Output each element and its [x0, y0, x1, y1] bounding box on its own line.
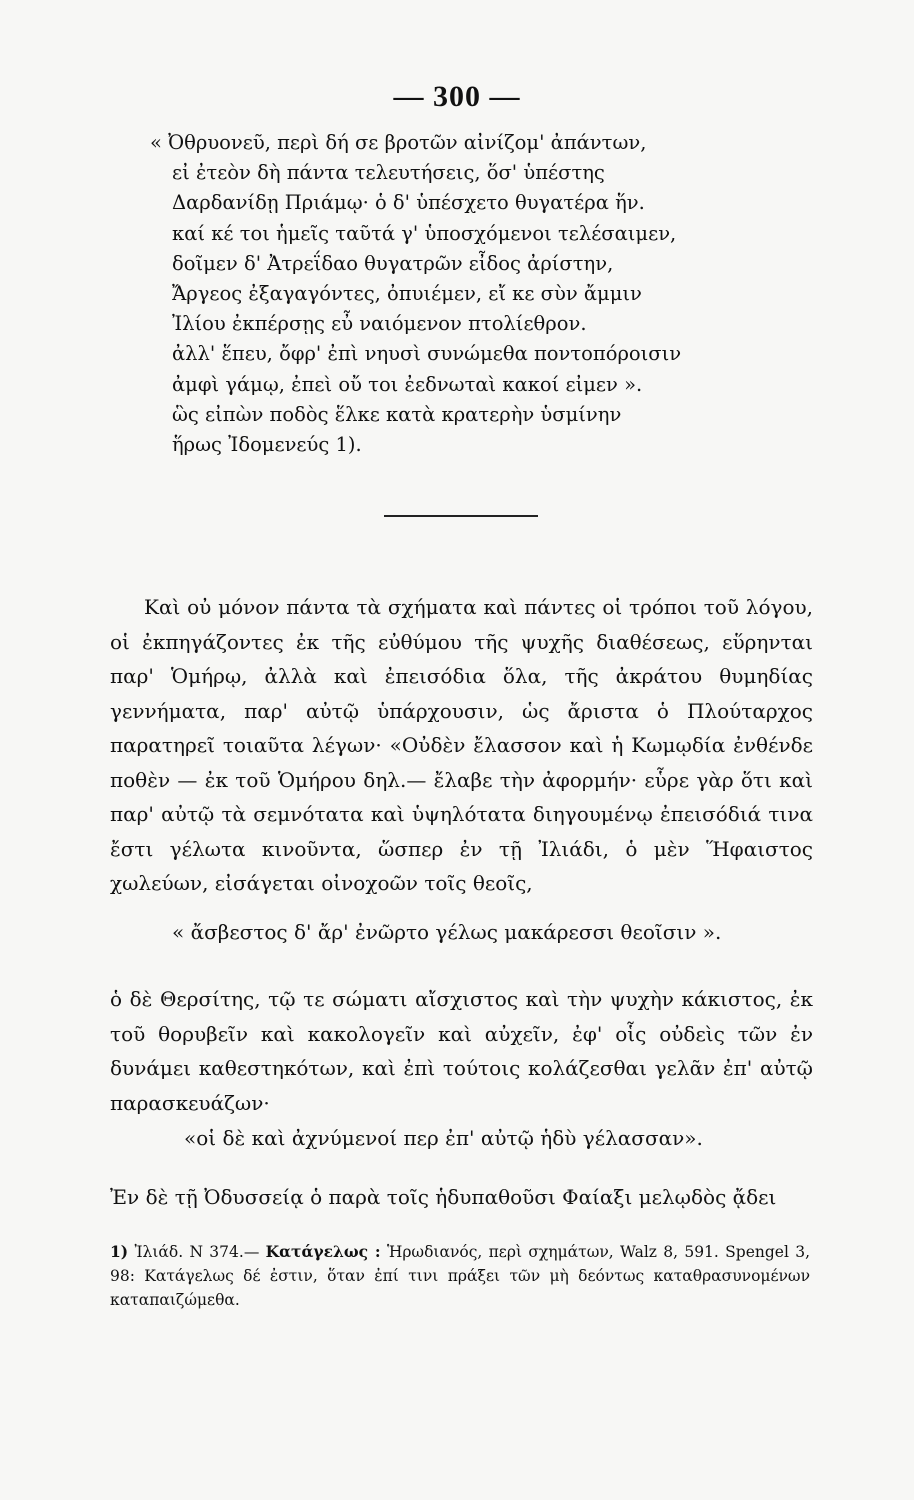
verse-line: ἥρως Ἰδομενεύς 1).	[172, 433, 362, 457]
verse-line: Ἰλίου ἐκπέρσῃς εὖ ναιόμενον πτολίεθρον.	[172, 312, 587, 336]
verse-line: ὣς εἰπὼν ποδὸς ἕλκε κατὰ κρατερὴν ὑσμίνην	[172, 402, 622, 426]
paragraph-3: Ἐν δὲ τῇ Ὀδυσσείᾳ ὁ παρὰ τοῖς ἡδυπαθοῦσι Φαίαξι μελῳδὸς ᾄδει	[110, 1185, 777, 1209]
verse-block	[150, 128, 812, 460]
verse-line: καί κέ τοι ἡμεῖς ταῦτά γ' ὑποσχόμενοι τελέσαιμεν,	[172, 221, 677, 245]
verse-line: ἀμφὶ γάμῳ, ἐπεὶ οὔ τοι ἐεδνωταὶ κακοί εἰμεν ».	[172, 372, 643, 396]
verse-line: ἀλλ' ἕπευ, ὄφρ' ἐπὶ νηυσὶ συνώμεθα ποντοπόροισιν	[172, 342, 682, 366]
verse-line: Δαρδανίδῃ Πριάμῳ· ὁ δ' ὑπέσχετο θυγατέρα ἥν.	[172, 191, 645, 215]
footnote-text: Ἡρωδιανός, περὶ σχημάτων, Walz 8, 591. Spengel 3, 98: Κατάγελως δέ ἐστιν, ὅταν ἐπί τινι πράξει τῶν μὴ δεόντως καταθρασυνομένων καταπαιζώμεθα.	[110, 1243, 810, 1309]
quote-1: « ἄσβεστος δ' ἄρ' ἐνῶρτο γέλως μακάρεσσι θεοῖσιν ».	[172, 920, 722, 944]
verse-line: δοῖμεν δ' Ἀτρεΐδαο θυγατρῶν εἶδος ἀρίστην,	[172, 251, 614, 275]
footnote	[110, 1240, 810, 1312]
footnote-ref: Ἰλιάδ. Ν 374.—	[134, 1243, 260, 1261]
page-number: — 300 —	[393, 80, 521, 113]
footnotes	[110, 1240, 810, 1312]
verse-line: « Ὀθρυονεῦ, περὶ δή σε βροτῶν αἰνίζομ' ἀπάντων,	[150, 131, 647, 154]
footnote-term: Κατάγελως :	[265, 1242, 381, 1261]
verse-line: εἰ ἐτεὸν δὴ πάντα τελευτήσεις, ὅσ' ὑπέστης	[172, 161, 605, 185]
paragraph-1: Καὶ οὐ μόνον πάντα τὰ σχήματα καὶ πάντες οἱ τρόποι τοῦ λόγου, οἱ ἐκπηγάζοντες ἐκ τῆς εὐθύμου τῆς ψυχῆς διαθέσεως, εὕρηνται παρ' Ὁμήρῳ, ἀλλὰ καὶ ἐπεισόδια ὅλα, τῆς ἀκράτου θυμηδίας γεννήματα, παρ' αὐτῷ ὑπάρχουσιν, ὡς ἄριστα ὁ Πλούταρχος παρατηρεῖ τοιαῦτα λέγων· «Οὐδὲν ἔλασσον καὶ ἡ Κωμῳδία ἐνθένδε ποθὲν — ἐκ τοῦ Ὁμήρου δηλ.— ἔλαβε τὴν ἀφορμήν· εὗρε γὰρ ὅτι καὶ παρ' αὐτῷ τὰ σεμνότατα καὶ ὑψηλότατα διηγουμένῳ ἐπεισόδιά τινα ἔστι γέλωτα κινοῦντα, ὥσπερ ἐν τῇ Ἰλιάδι, ὁ μὲν Ἥφαιστος χωλεύων, εἰσάγεται οἰνοχοῶν τοῖς θεοῖς,	[110, 595, 813, 895]
quote-2: «οἱ δὲ καὶ ἀχνύμενοί περ ἐπ' αὐτῷ ἡδὺ γέλασσαν».	[184, 1126, 703, 1150]
paragraph-2: ὁ δὲ Θερσίτης, τῷ τε σώματι αἴσχιστος καὶ τὴν ψυχὴν κάκιστος, ἐκ τοῦ θορυβεῖν καὶ κακολογεῖν καὶ αὐχεῖν, ἐφ' οἷς οὐδεὶς τῶν ἐν δυνάμει καθεστηκότων, καὶ ἐπὶ τούτοις κολάζεσθαι γελᾶν ἐπ' αὐτῷ παρασκευάζων·	[110, 987, 813, 1115]
footnote-mark: 1)	[110, 1242, 129, 1261]
verse-line: Ἄργεος ἐξαγαγόντες, ὀπυιέμεν, εἴ κε σὺν ἄμμιν	[172, 282, 642, 306]
section-divider	[384, 515, 538, 517]
